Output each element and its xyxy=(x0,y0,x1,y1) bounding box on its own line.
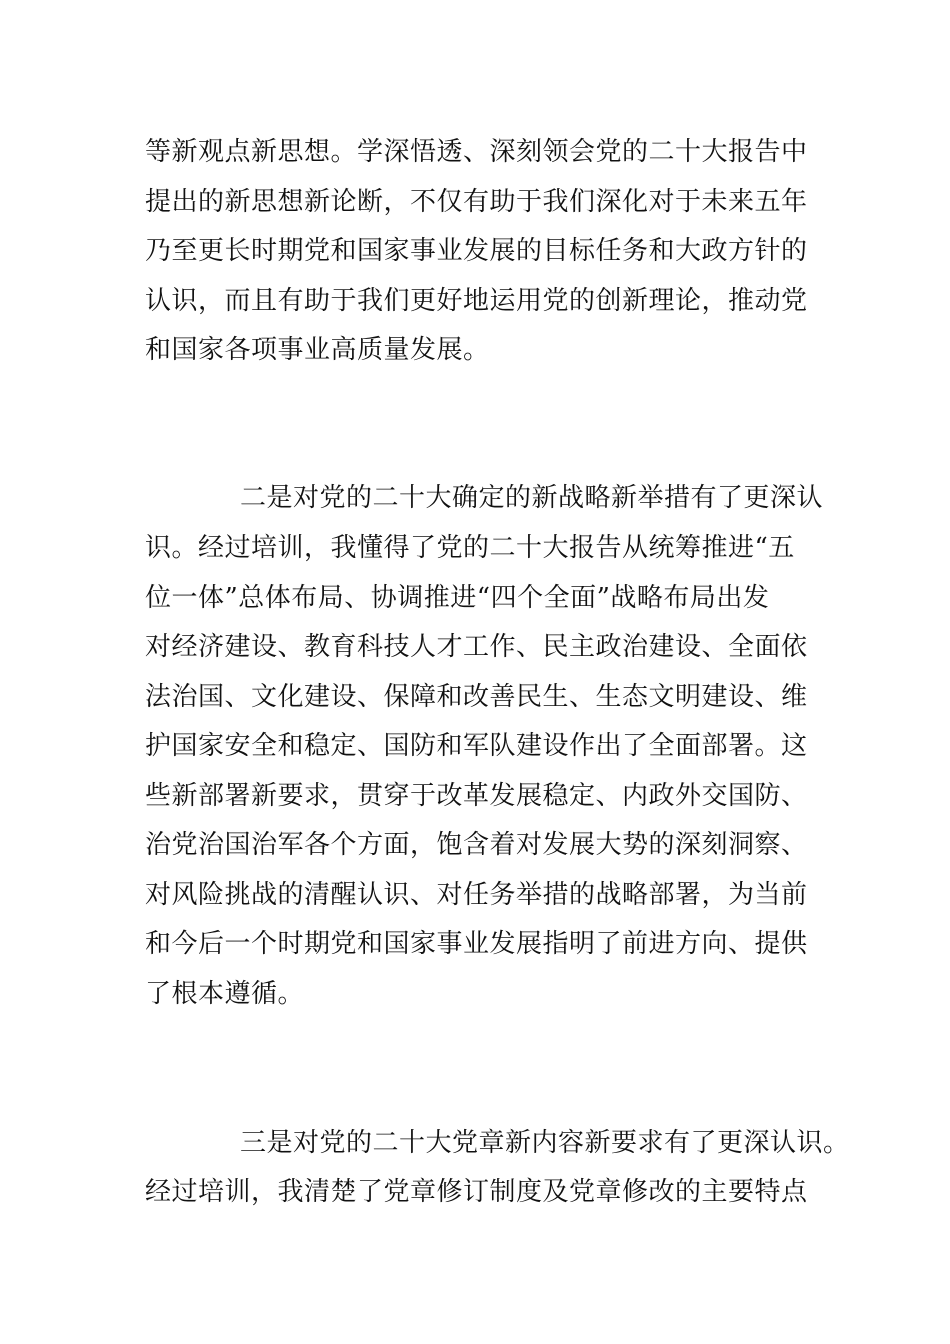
paragraph-1-line-3: 乃至更长时期党和国家事业发展的目标任务和大政方针的 xyxy=(145,236,808,266)
paragraph-2-line-11: 了根本遵循。 xyxy=(145,979,305,1009)
paragraph-2-line-6: 护国家安全和稳定、国防和军队建设作出了全面部署。这 xyxy=(145,731,808,761)
paragraph-3-line-1: 三是对党的二十大党章新内容新要求有了更深认识。 xyxy=(240,1128,850,1158)
paragraph-1-line-1: 等新观点新思想。学深悟透、深刻领会党的二十大报告中 xyxy=(145,137,808,167)
paragraph-2-line-9: 对风险挑战的清醒认识、对任务举措的战略部署，为当前 xyxy=(145,880,808,910)
paragraph-2-line-2: 识。经过培训，我懂得了党的二十大报告从统筹推进“五 xyxy=(145,533,795,563)
paragraph-2-line-4: 对经济建设、教育科技人才工作、民主政治建设、全面依 xyxy=(145,632,808,662)
paragraph-2-line-7: 些新部署新要求，贯穿于改革发展稳定、内政外交国防、 xyxy=(145,781,808,811)
paragraph-1-line-5: 和国家各项事业高质量发展。 xyxy=(145,335,490,365)
paragraph-2-line-8: 治党治国治军各个方面，饱含着对发展大势的深刻洞察、 xyxy=(145,830,808,860)
paragraph-3-line-2: 经过培训，我清楚了党章修订制度及党章修改的主要特点 xyxy=(145,1177,808,1207)
paragraph-1-line-4: 认识，而且有助于我们更好地运用党的创新理论，推动党 xyxy=(145,286,808,316)
paragraph-1-line-2: 提出的新思想新论断，不仅有助于我们深化对于未来五年 xyxy=(145,187,808,217)
paragraph-2-line-10: 和今后一个时期党和国家事业发展指明了前进方向、提供 xyxy=(145,929,808,959)
paragraph-2-line-1: 二是对党的二十大确定的新战略新举措有了更深认 xyxy=(240,483,824,513)
paragraph-2-line-3: 位一体”总体布局、协调推进“四个全面”战略布局出发 xyxy=(145,583,770,613)
paragraph-2-line-5: 法治国、文化建设、保障和改善民生、生态文明建设、维 xyxy=(145,682,808,712)
